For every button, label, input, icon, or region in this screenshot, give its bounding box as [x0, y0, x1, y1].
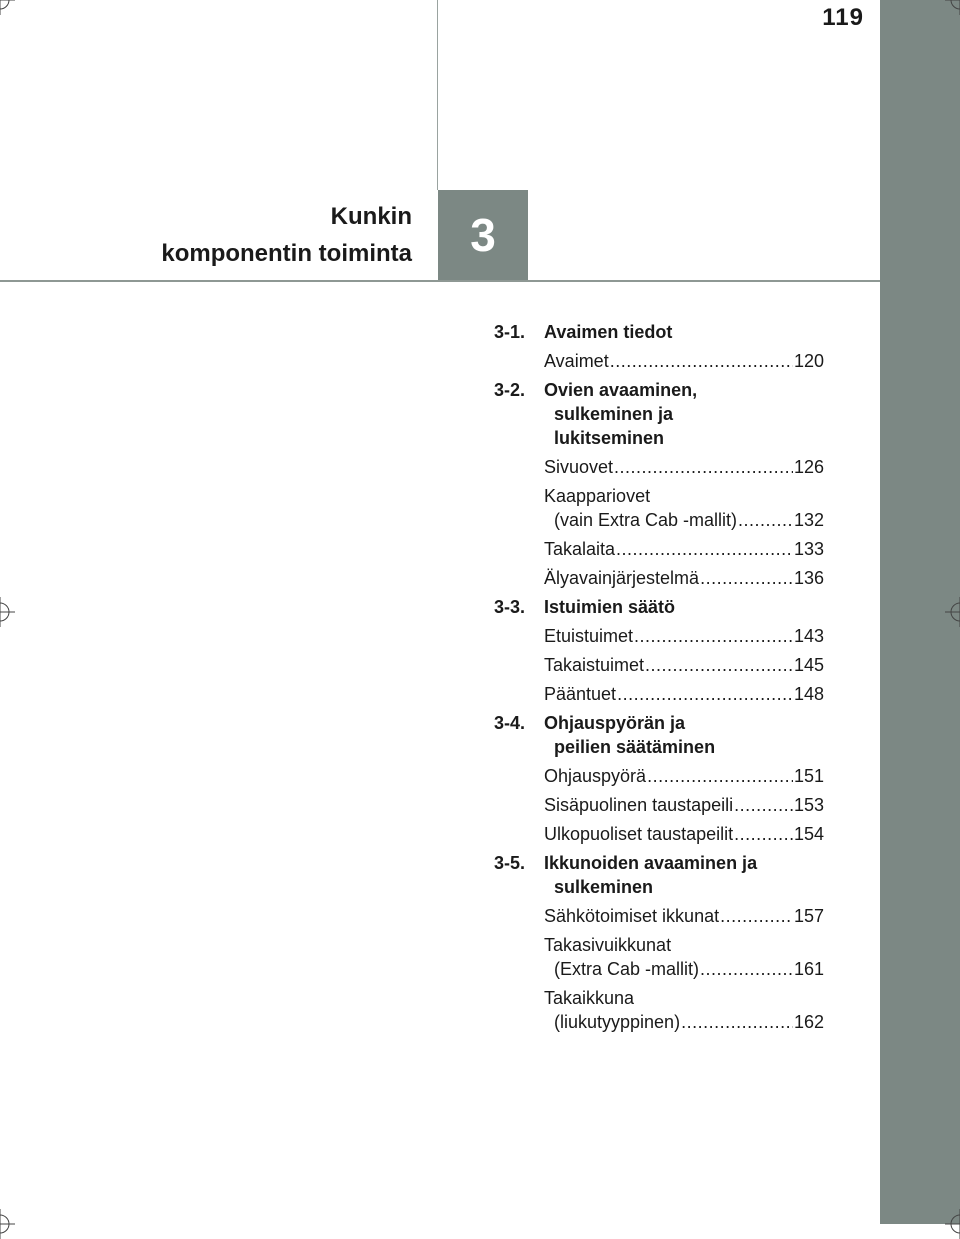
- toc-entry-line: [544, 508, 824, 532]
- section-title-line: sulkeminen: [554, 877, 654, 897]
- toc-entry[interactable]: [544, 624, 824, 648]
- toc-entry-label: Takaikkuna: [544, 988, 635, 1008]
- toc-entry-label: Ohjauspyörä: [544, 766, 647, 786]
- section-number: 3-5.: [494, 853, 526, 873]
- toc-entry-line: [544, 933, 824, 957]
- dot-leader: [738, 508, 793, 532]
- toc-entry-line: [544, 1010, 824, 1034]
- toc-entry-label: Etuistuimet: [544, 626, 634, 646]
- toc-entry-line: [544, 349, 824, 373]
- section-number: 3-3.: [494, 597, 526, 617]
- toc-page-number: 151: [793, 766, 824, 786]
- toc-entry-line: [544, 764, 824, 788]
- section-title-line: Ohjauspyörän ja: [544, 713, 686, 733]
- chapter-title: [161, 198, 412, 272]
- toc-page-number: 148: [793, 684, 824, 704]
- toc-section: [494, 711, 824, 846]
- toc-page-number: 133: [793, 539, 824, 559]
- page-number: 119: [822, 4, 864, 31]
- toc-page-number: 136: [793, 568, 824, 588]
- toc-entry[interactable]: [544, 986, 824, 1034]
- registration-mark-icon: [0, 597, 15, 627]
- toc-page-number: 120: [793, 351, 824, 371]
- toc-entry-label: Sähkötoimiset ikkunat: [544, 906, 720, 926]
- section-title: [544, 320, 824, 344]
- toc-entry[interactable]: [544, 933, 824, 981]
- toc-entry-label: Ulkopuoliset taustapeilit: [544, 824, 734, 844]
- toc-entry-label: Kaappariovet: [544, 486, 651, 506]
- toc-entry[interactable]: [544, 455, 824, 479]
- dot-leader: [616, 537, 793, 561]
- toc-entry-line: [544, 624, 824, 648]
- section-title-line: Ikkunoiden avaaminen ja: [544, 853, 758, 873]
- section-number: 3-4.: [494, 713, 526, 733]
- dot-leader: [681, 1010, 793, 1034]
- dot-leader: [720, 904, 793, 928]
- section-title: [544, 378, 824, 450]
- chapter-title-line: Kunkin: [330, 203, 412, 230]
- section-heading: [494, 851, 824, 899]
- toc-section: [494, 320, 824, 373]
- header-divider-horizontal: [0, 280, 880, 282]
- toc-page-number: 132: [793, 510, 824, 530]
- toc-entry-label: Sisäpuolinen taustapeili: [544, 795, 734, 815]
- toc-page-number: 145: [793, 655, 824, 675]
- section-number: 3-1.: [494, 322, 526, 342]
- dot-leader: [610, 349, 793, 373]
- section-title-line: peilien säätäminen: [554, 737, 716, 757]
- toc-page-number: 143: [793, 626, 824, 646]
- toc-entry-line: [544, 793, 824, 817]
- dot-leader: [734, 793, 793, 817]
- toc-entry[interactable]: [544, 793, 824, 817]
- section-title-line: sulkeminen ja: [554, 404, 674, 424]
- toc-page-number: 154: [793, 824, 824, 844]
- toc-section: [494, 378, 824, 590]
- toc-entry-line: [544, 986, 824, 1010]
- toc-entry-line: [544, 904, 824, 928]
- toc-entry-line: [544, 537, 824, 561]
- section-title-line: Avaimen tiedot: [544, 322, 673, 342]
- section-title: [544, 595, 824, 619]
- registration-mark-icon: [945, 597, 960, 627]
- toc-entry-line: [544, 682, 824, 706]
- toc-entry[interactable]: [544, 566, 824, 590]
- toc-entry-line: [544, 455, 824, 479]
- toc-entry-label: (liukutyyppinen): [554, 1012, 681, 1032]
- registration-mark-icon: [0, 0, 15, 15]
- dot-leader: [700, 957, 793, 981]
- dot-leader: [734, 822, 793, 846]
- registration-mark-icon: [0, 1209, 15, 1239]
- toc-page-number: 153: [793, 795, 824, 815]
- toc-entry[interactable]: [544, 349, 824, 373]
- chapter-title-line: komponentin toiminta: [161, 240, 412, 267]
- toc-section: [494, 851, 824, 1034]
- header-divider-vertical: [437, 0, 438, 190]
- dot-leader: [645, 653, 793, 677]
- toc-entry-label: (Extra Cab -mallit): [554, 959, 700, 979]
- toc-entry[interactable]: [544, 764, 824, 788]
- dot-leader: [634, 624, 793, 648]
- toc-page-number: 162: [793, 1012, 824, 1032]
- section-title: [544, 711, 824, 759]
- table-of-contents: [494, 320, 824, 1039]
- toc-section: [494, 595, 824, 706]
- toc-page-number: 157: [793, 906, 824, 926]
- section-heading: [494, 320, 824, 344]
- toc-entry-line: [544, 957, 824, 981]
- section-title-line: Istuimien säätö: [544, 597, 676, 617]
- section-heading: [494, 378, 824, 450]
- toc-entry[interactable]: [544, 904, 824, 928]
- toc-entry-label: Älyavainjärjestelmä: [544, 568, 700, 588]
- toc-entry-label: Pääntuet: [544, 684, 617, 704]
- dot-leader: [647, 764, 793, 788]
- toc-entry-line: [544, 484, 824, 508]
- toc-entry-label: (vain Extra Cab -mallit): [554, 510, 738, 530]
- toc-page-number: 126: [793, 457, 824, 477]
- toc-entry-label: Takaistuimet: [544, 655, 645, 675]
- toc-entry-label: Sivuovet: [544, 457, 614, 477]
- toc-entry[interactable]: [544, 484, 824, 532]
- section-title-line: lukitseminen: [554, 428, 665, 448]
- registration-mark-icon: [945, 0, 960, 15]
- toc-page-number: 161: [793, 959, 824, 979]
- toc-entry-line: [544, 822, 824, 846]
- toc-entry-line: [544, 566, 824, 590]
- toc-entry-label: Avaimet: [544, 351, 609, 371]
- chapter-number: 3: [470, 209, 496, 261]
- toc-entry-label: Takasivuikkunat: [544, 935, 672, 955]
- toc-entry[interactable]: [544, 537, 824, 561]
- registration-mark-icon: [945, 1209, 960, 1239]
- dot-leader: [617, 682, 793, 706]
- section-title-line: Ovien avaaminen,: [544, 380, 698, 400]
- section-title: [544, 851, 824, 899]
- dot-leader: [614, 455, 793, 479]
- chapter-number-box: [438, 190, 528, 280]
- toc-entry-line: [544, 653, 824, 677]
- toc-entry[interactable]: [544, 822, 824, 846]
- dot-leader: [700, 566, 793, 590]
- section-number: 3-2.: [494, 380, 526, 400]
- section-heading: [494, 711, 824, 759]
- section-heading: [494, 595, 824, 619]
- toc-entry[interactable]: [544, 653, 824, 677]
- toc-entry[interactable]: [544, 682, 824, 706]
- toc-entry-label: Takalaita: [544, 539, 616, 559]
